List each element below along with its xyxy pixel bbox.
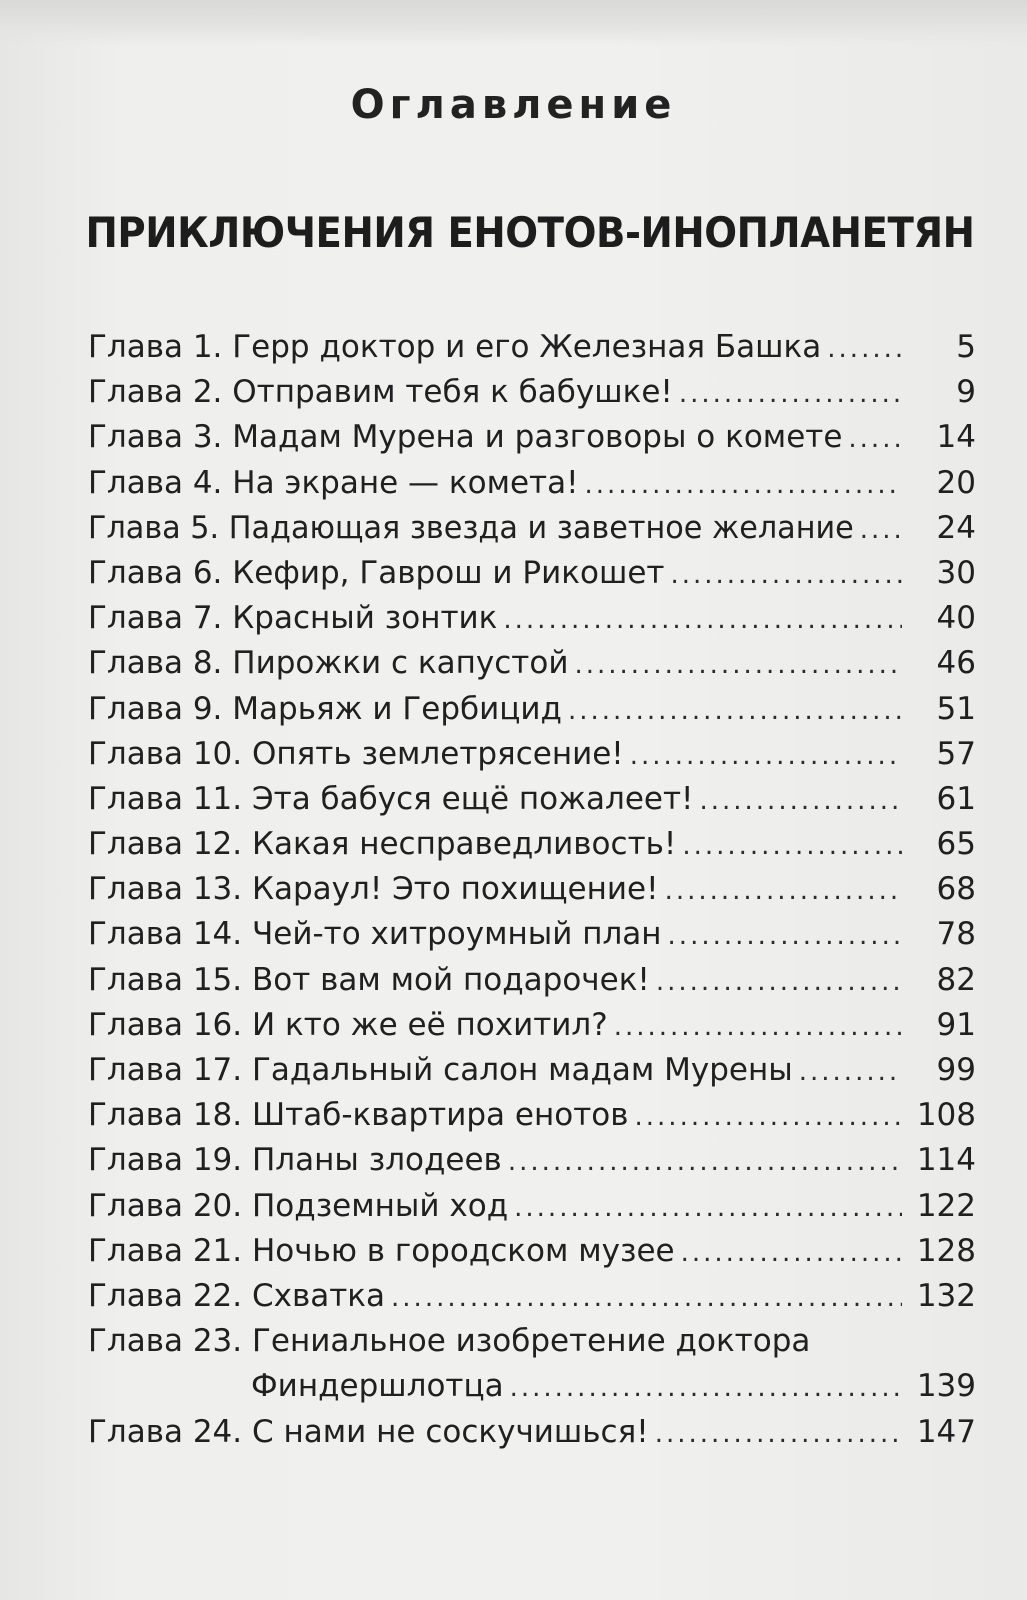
- toc-entry-label: Глава 19. Планы злодеев: [88, 1142, 502, 1179]
- toc-entry-page: 46: [936, 645, 976, 682]
- dot-leader: [665, 869, 902, 912]
- toc-entry-label: Глава 13. Караул! Это похищение!: [88, 871, 659, 908]
- toc-entry-page: 14: [936, 419, 976, 456]
- book-title: ПРИКЛЮЧЕНИЯ ЕНОТОВ-ИНОПЛАНЕТЯН: [85, 208, 975, 257]
- toc-entry-20: [88, 1184, 976, 1229]
- toc-entry-2: [88, 370, 976, 415]
- toc-entry-label-continued: Финдершлотца: [251, 1368, 504, 1405]
- toc-entry-label: Глава 3. Мадам Мурена и разговоры о комете: [88, 419, 843, 456]
- toc-entry-page: 20: [936, 464, 976, 501]
- toc-entry-page: 40: [936, 600, 976, 637]
- toc-entry-label: Глава 17. Гадальный салон мадам Мурены: [88, 1052, 793, 1088]
- page-top-shadow: [0, 0, 1027, 46]
- toc-entry-page: 139: [916, 1368, 976, 1405]
- toc-entry-label: Глава 24. С нами не соскучишься!: [88, 1413, 649, 1450]
- contents-heading: Оглавление: [350, 82, 677, 128]
- toc-entry-page: 68: [936, 871, 976, 908]
- toc-entry-page: 122: [916, 1187, 976, 1224]
- dot-leader: [668, 914, 902, 957]
- toc-entry-1: [88, 325, 976, 370]
- dot-leader: [699, 779, 902, 822]
- dot-leader: [510, 1366, 902, 1409]
- toc-entry-16: [88, 1003, 976, 1048]
- dot-leader: [568, 689, 902, 732]
- toc-entry-page: 61: [936, 780, 976, 817]
- toc-entry-3: [88, 415, 976, 460]
- toc-entry-22: [88, 1274, 976, 1319]
- dot-leader: [508, 1140, 902, 1183]
- dot-leader: [574, 643, 902, 686]
- toc-entry-13: [88, 867, 976, 912]
- dot-leader: [655, 1412, 902, 1455]
- toc-entry-21: [88, 1229, 976, 1274]
- toc-entry-label: Глава 8. Пирожки с капустой: [88, 645, 569, 682]
- toc-entry-page: 78: [936, 916, 976, 953]
- toc-entry-23: [88, 1319, 976, 1409]
- dot-leader: [681, 1231, 902, 1274]
- toc-entry-9: [88, 687, 976, 732]
- toc-entry-page: 99: [936, 1052, 976, 1088]
- toc-entry-label: Глава 11. Эта бабуся ещё пожалеет!: [88, 780, 694, 817]
- toc-entry-4: [88, 461, 976, 506]
- dot-leader: [860, 508, 902, 551]
- dot-leader: [585, 463, 902, 506]
- toc-entry-label: Глава 6. Кефир, Гаврош и Рикошет: [88, 554, 665, 591]
- dot-leader: [630, 734, 902, 777]
- toc-entry-5: [88, 506, 976, 551]
- dot-leader: [514, 1186, 902, 1229]
- toc-entry-10: [88, 732, 976, 777]
- toc-entry-page: 5: [956, 329, 976, 365]
- toc-entry-label: Глава 4. На экране — комета!: [88, 464, 579, 501]
- toc-entry-7: [88, 596, 976, 641]
- toc-entry-page: 132: [916, 1277, 976, 1314]
- toc-entry-19: [88, 1138, 976, 1183]
- dot-leader: [682, 824, 902, 867]
- toc-entry-label: Глава 18. Штаб-квартира енотов: [88, 1097, 629, 1134]
- toc-entry-label: Глава 1. Герр доктор и его Железная Башка: [88, 329, 822, 365]
- toc-entry-page: 114: [916, 1142, 976, 1179]
- toc-entry-11: [88, 777, 976, 822]
- toc-entry-label: Глава 23. Гениальное изобретение доктора: [88, 1323, 811, 1360]
- toc-entry-label: Глава 12. Какая несправедливость!: [88, 826, 677, 863]
- toc-entry-label: Глава 9. Марьяж и Гербицид: [88, 690, 562, 727]
- dot-leader: [635, 1095, 902, 1138]
- toc-entry-page: 65: [936, 826, 976, 863]
- toc-entry-12: [88, 822, 976, 867]
- table-of-contents: [88, 325, 976, 1455]
- toc-entry-label: Глава 16. И кто же её похитил?: [88, 1006, 608, 1043]
- toc-entry-page: 57: [936, 735, 976, 772]
- dot-leader: [679, 372, 902, 415]
- dot-leader: [391, 1276, 902, 1319]
- toc-entry-page: 82: [936, 961, 976, 998]
- dot-leader: [827, 327, 902, 370]
- toc-entry-page: 9: [956, 374, 976, 411]
- dot-leader: [848, 417, 902, 460]
- toc-entry-17: [88, 1048, 976, 1093]
- toc-entry-label: Глава 5. Падающая звезда и заветное желание: [88, 509, 854, 546]
- toc-entry-page: 51: [936, 690, 976, 727]
- toc-entry-page: 91: [936, 1006, 976, 1043]
- toc-entry-8: [88, 641, 976, 686]
- toc-entry-page: 128: [916, 1232, 976, 1269]
- toc-entry-label: Глава 2. Отправим тебя к бабушке!: [88, 374, 673, 411]
- toc-entry-page: 24: [936, 509, 976, 546]
- toc-entry-24: [88, 1410, 976, 1455]
- dot-leader: [503, 598, 902, 641]
- dot-leader: [799, 1050, 902, 1093]
- toc-entry-label: Глава 7. Красный зонтик: [88, 600, 498, 637]
- toc-entry-6: [88, 551, 976, 596]
- dot-leader: [670, 553, 902, 596]
- dot-leader: [614, 1005, 902, 1048]
- toc-entry-page: 108: [916, 1097, 976, 1134]
- toc-entry-label: Глава 20. Подземный ход: [88, 1187, 509, 1224]
- toc-entry-14: [88, 912, 976, 957]
- toc-entry-label: Глава 14. Чей-то хитроумный план: [88, 916, 662, 953]
- toc-entry-label: Глава 21. Ночью в городском музее: [88, 1232, 675, 1269]
- dot-leader: [656, 960, 902, 1003]
- toc-entry-18: [88, 1093, 976, 1138]
- toc-entry-label: Глава 22. Схватка: [88, 1277, 386, 1314]
- toc-entry-label: Глава 10. Опять землетрясение!: [88, 735, 624, 772]
- toc-entry-page: 147: [916, 1413, 976, 1450]
- toc-entry-15: [88, 958, 976, 1003]
- toc-entry-page: 30: [936, 554, 976, 591]
- toc-entry-label: Глава 15. Вот вам мой подарочек!: [88, 961, 650, 998]
